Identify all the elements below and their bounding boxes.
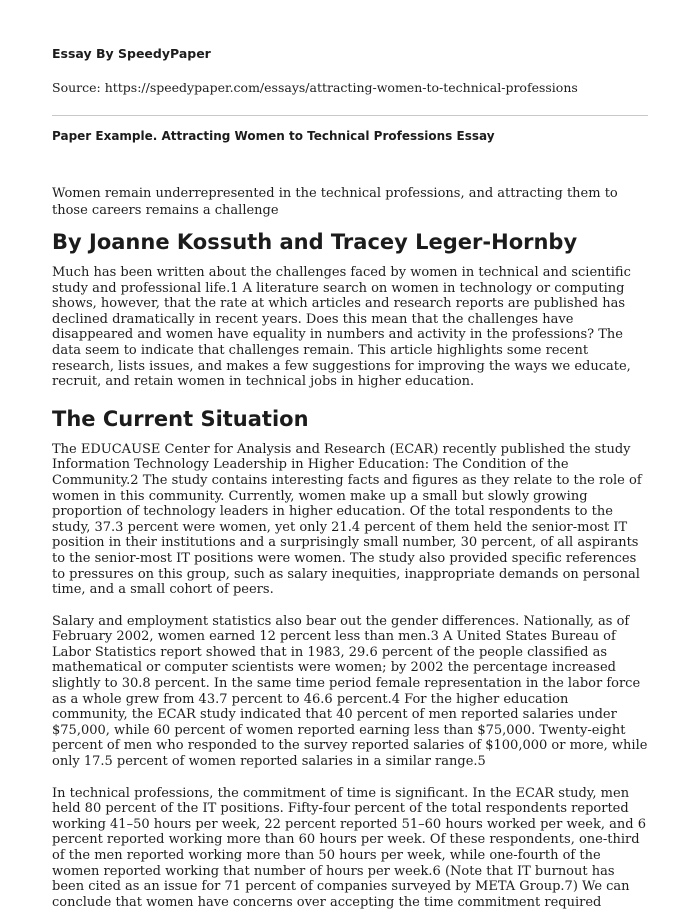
lead-text: Women remain underrepresented in the technical professions, and attracting them to those careers remains a challenge — [52, 186, 618, 218]
body-paragraph: In technical professions, the commitment of time is significant. In the ECAR study, men held 80 percent of the IT positions. Fifty-four percent of the total respondents reported working 41–50 hours per week, 22 percent reported 51–60 hours worked per week, and 6 percent reported working more than 60 hours per week. Of these respondents, one-third of the men reported working more than 50 hours per week, while one-fourth of the women reported working that number of hours per week.6 (Note that IT burnout has been cited as an issue for 71 percent of companies surveyed by META Group.7) We can conclude that women have concerns over accepting the time commitment required — [52, 785, 646, 910]
authors-heading: By Joanne Kossuth and Tracey Leger-Hornby — [52, 230, 578, 254]
site-name: Essay By SpeedyPaper — [52, 46, 211, 61]
body-paragraph: The EDUCAUSE Center for Analysis and Research (ECAR) recently published the study Information Technology Leadership in Higher Education: The Condition of the Community.2 The study contains interesting facts and figures as they relate to the role of women in this community. Currently, women make up a small but slowly growing proportion of technology leaders in higher education. Of the total respondents to the study, 37.3 percent were women, yet only 21.4 percent of them held the senior-most IT position in their institutions and a surprisingly small number, 30 percent, of all aspirants to the senior-most IT positions were women. The study also provided specific references to pressures on this group, such as salary inequities, inappropriate demands on personal time, and a small cohort of peers. — [52, 441, 642, 598]
section-heading: The Current Situation — [52, 406, 309, 431]
source-url: Source: https://speedypaper.com/essays/attracting-women-to-technical-professions — [52, 80, 578, 95]
header-divider — [52, 115, 648, 116]
body-paragraph: Salary and employment statistics also bear out the gender differences. Nationally, as of February 2002, women earned 12 percent less than men.3 A United States Bureau of Labor Statistics report showed that in 1983, 29.6 percent of the people classified as mathematical or computer scientists were women; by 2002 the percentage increased slightly to 30.8 percent. In the same time period female representation in the labor force as a whole grew from 43.7 percent to 46.6 percent.4 For the higher education community, the ECAR study indicated that 40 percent of men reported salaries under $75,000, while 60 percent of women reported earning less than $75,000. Twenty-eight percent of men who responded to the survey reported salaries of $100,000 or more, while only 17.5 percent of women reported salaries in a similar range.5 — [52, 613, 648, 770]
intro-paragraph: Much has been written about the challenges faced by women in technical and scientific study and professional life.1 A literature search on women in technology or computing shows, however, that the rate at which articles and research reports are published has declined dramatically in recent years. Does this mean that the challenges have disappeared and women have equality in numbers and activity in the professions? The data seem to indicate that challenges remain. This article highlights some recent research, lists issues, and makes a few suggestions for improving the ways we educate, recruit, and retain women in technical jobs in higher education. — [52, 265, 631, 390]
paper-title: Paper Example. Attracting Women to Technical Professions Essay — [52, 129, 495, 143]
